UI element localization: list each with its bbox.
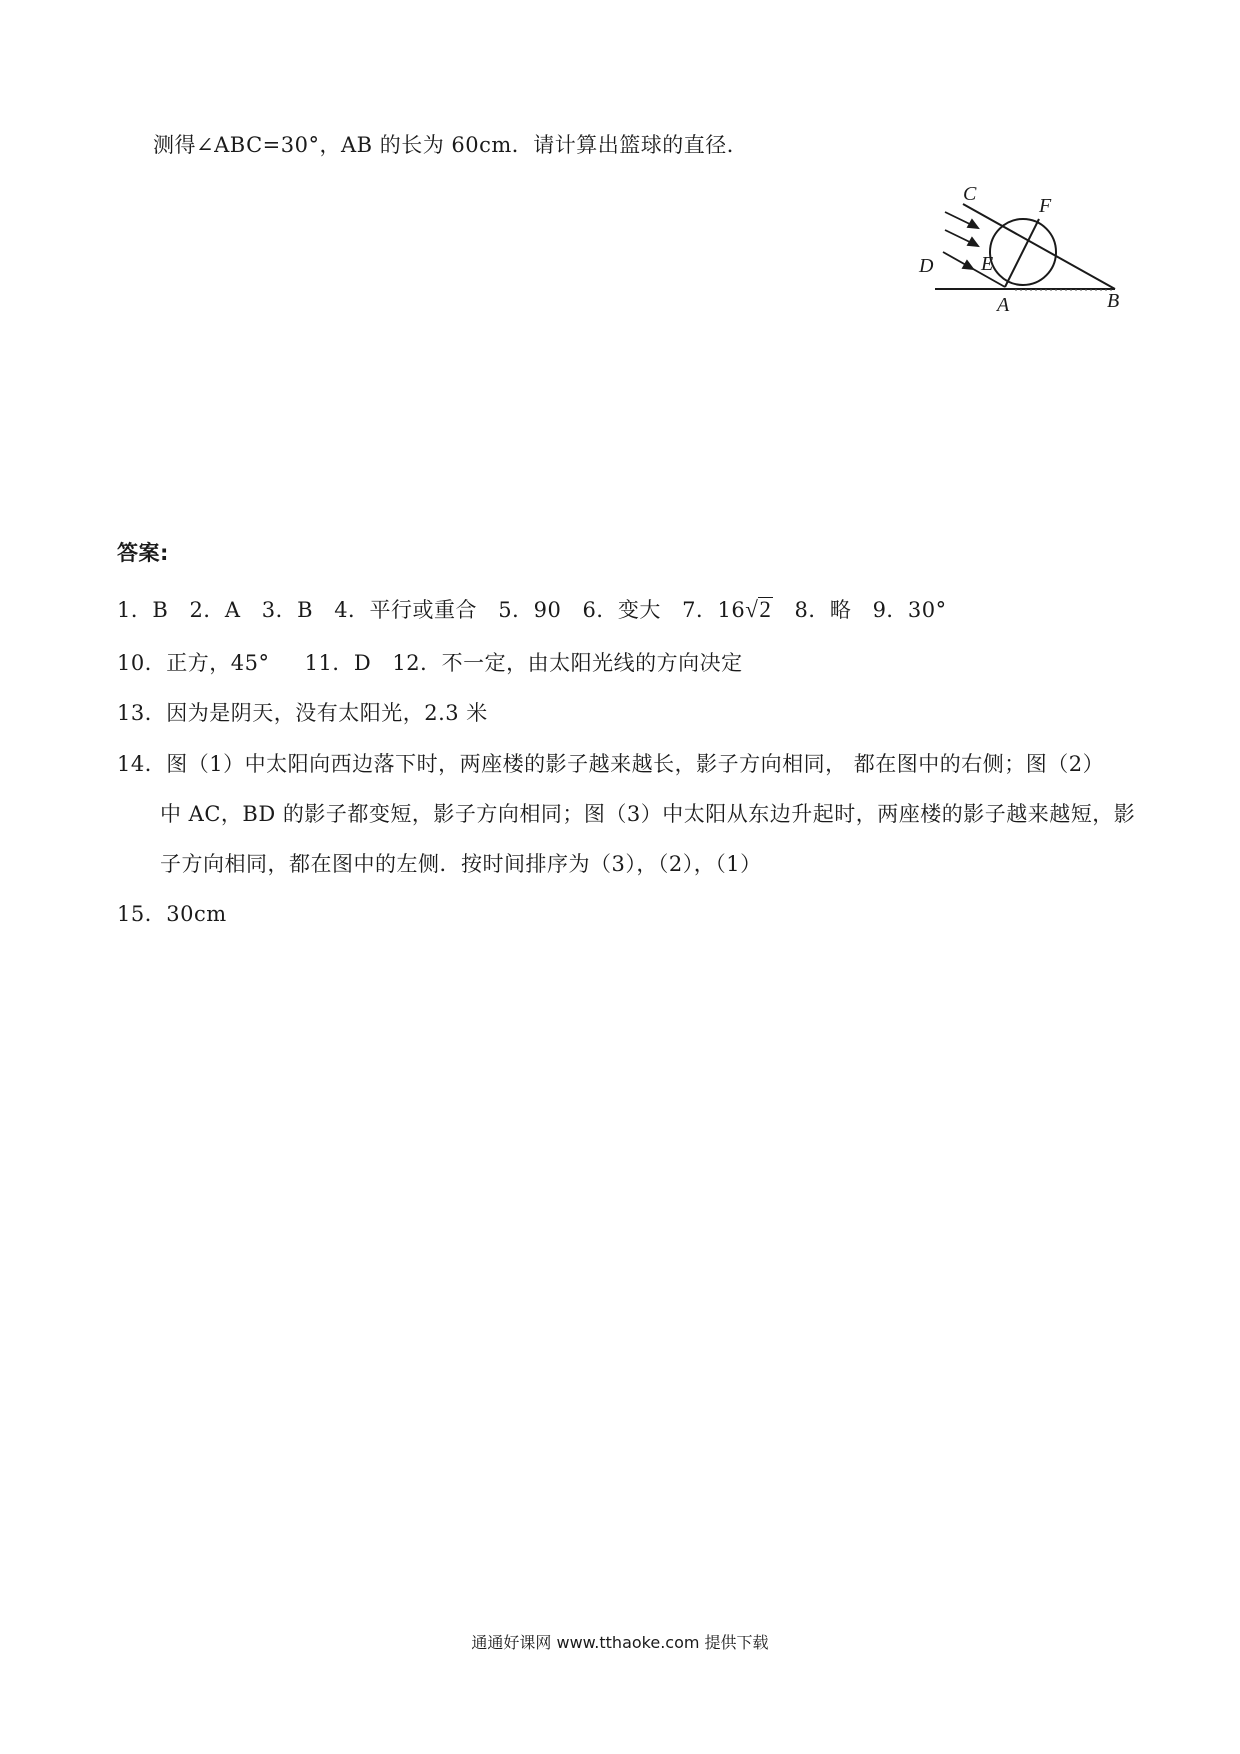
- answers-line-1: 1．B 2．A 3．B 4．平行或重合 5．90 6．变大 7．16√2 8．略 9．30°: [117, 595, 947, 625]
- answers-heading: 答案:: [117, 541, 169, 565]
- problem-text: 测得∠ABC=30°，AB 的长为 60cm．请计算出篮球的直径．: [153, 133, 749, 157]
- basketball-shadow-diagram: [915, 172, 1145, 322]
- answers-line-5: 15．30cm: [117, 902, 227, 926]
- answers-line-4b: 中 AC，BD 的影子都变短，影子方向相同；图（3）中太阳从东边升起时，两座楼的影子越来越短，影: [160, 802, 1136, 826]
- answers-line-4a: 14．图（1）中太阳向西边落下时，两座楼的影子越来越长，影子方向相同， 都在图中的右侧；图（2）: [117, 752, 1105, 776]
- label-E: E: [981, 253, 994, 275]
- label-B: B: [1107, 290, 1120, 312]
- label-C: C: [963, 183, 977, 205]
- label-D: D: [919, 255, 934, 277]
- answers-line-2: 10．正方，45° 11．D 12．不一定，由太阳光线的方向决定: [117, 651, 743, 675]
- footer-text: 通通好课网 www.tthaoke.com 提供下载: [471, 1633, 769, 1652]
- sqrt-symbol: √2: [745, 597, 772, 622]
- answers-line-3: 13．因为是阴天，没有太阳光，2.3 米: [117, 701, 488, 725]
- label-F: F: [1039, 195, 1052, 217]
- answers-line-4c: 子方向相同，都在图中的左侧．按时间排序为（3），（2），（1）: [160, 852, 762, 876]
- label-A: A: [997, 294, 1010, 316]
